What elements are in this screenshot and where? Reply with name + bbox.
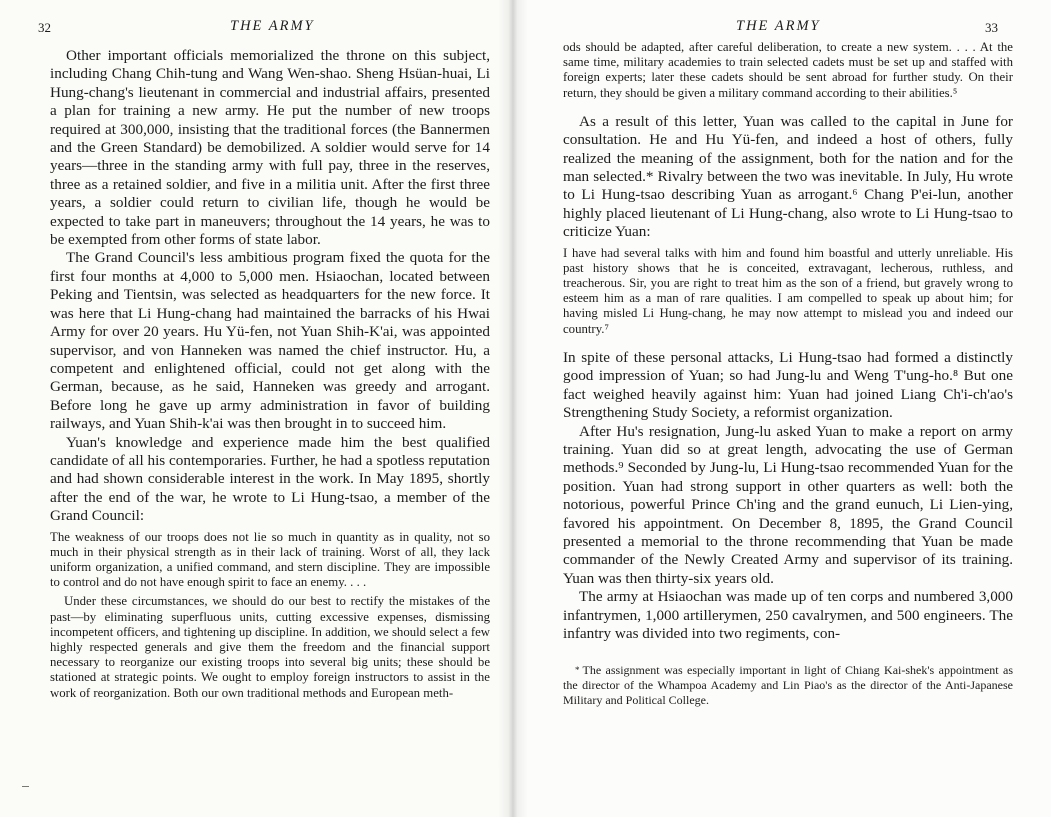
right-paragraph-1: As a result of this letter, Yuan was called to the capital in June for consultation. He and Hu Yü-fen, and indeed a host of others, fully realized the meaning of the assignment, both for the nation and for the man selected.* Rivalry between the two was inevitable. In July, Hu wrote to Li Hung-tsao describing Yuan as arrogant.⁶ Chang P'ei-lun, another highly placed lieutenant of Li Hung-chang, also wrote to Li Hung-tsao to criticize Yuan: xyxy=(563,112,1013,241)
right-page-number: 33 xyxy=(985,20,998,35)
left-page xyxy=(0,0,511,817)
page-mark xyxy=(22,786,29,787)
footnote-marker: * xyxy=(575,665,580,676)
right-paragraph-4: The army at Hsiaochan was made up of ten corps and numbered 3,000 infantrymen, 1,000 artillerymen, 250 cavalrymen, and 500 engineers. The infantry was divided into two regiments, con- xyxy=(563,588,1013,642)
left-extract-2: Under these circumstances, we should do our best to rectify the mistakes of the past—by eliminating superfluous units, cutting excessive expenses, dismissing incompetent officers, and tightening up discipline. In addition, we should select a few highly respected generals and give them the freedom and the financial support necessary to reorganize our existing troops into several big units; these should be stationed at strategic points. We ought to employ foreign instructors to assist in the work of reorganization. Both our own traditional methods and European meth- xyxy=(50,594,490,700)
right-paragraph-3: After Hu's resignation, Jung-lu asked Yuan to make a report on army training. Yuan did so at great length, advocating the use of German methods.⁹ Seconded by Jung-lu, Li Hung-tsao recommended Yuan for the position. Yuan had strong support in other quarters as well: both the notorious, powerful Prince Ch'ing and the grand eunuch, Li Lien-ying, favored his appointment. On December 8, 1895, the Grand Council presented a memorial to the throne recommending that Yuan be made commander of the Newly Created Army and supervisor of its training. Yuan was then thirty-six years old. xyxy=(563,422,1013,587)
right-page xyxy=(511,0,1051,817)
right-paragraph-2: In spite of these personal attacks, Li Hung-tsao had formed a distinctly good impression of Yuan; so had Jung-lu and Weng T'ung-ho.⁸ But one fact weighed heavily against him: Yuan had joined Liang Ch'i-ch'ao's Strengthening Study Society, a reformist organization. xyxy=(563,348,1013,422)
left-paragraph-1: Other important officials memorialized the throne on this subject, including Chang Chih-tung and Wang Wen-shao. Sheng Hsüan-huai, Li Hung-chang's lieutenant in commercial and industrial affairs, presented a plan for training a new army. He put the number of new troops required at 300,000, insisting that the traditional forces (the Bannermen and the Green Standard) be demobilized. A soldier would serve for 14 years—three in the standing army with full pay, three in the reserves, three as a retained soldier, and five in a militia unit. After the first three years, a soldier could return to civilian life, though he would be expected to take part in maneuvers; throughout the 14 years, he was to be exempted from other forms of state labor. xyxy=(50,47,490,249)
right-page-text xyxy=(563,40,1013,707)
left-page-number: 32 xyxy=(38,20,51,35)
footnote xyxy=(563,663,1013,707)
right-extract-continued: ods should be adapted, after careful deliberation, to create a new system. . . . At the same time, military academies to train selected cadets must be set up and staffed with foreign experts; later these cadets should be sent abroad for further study. On their return, they should be given a military command according to their abilities.⁵ xyxy=(563,40,1013,100)
left-running-head: THE ARMY xyxy=(230,18,315,34)
left-paragraph-2: The Grand Council's less ambitious program fixed the quota for the first four months at 4,000 to 5,000 men. Hsiaochan, located between Peking and Tientsin, was selected as headquarters for the new force. It was here that Li Hung-chang had maintained the barracks of his Hwai Army for over 20 years. Hu Yü-fen, not Yuan Shih-K'ai, was appointed supervisor, and von Hanneken was named the chief instructor. Hu, a competent and enlightened official, could not get along with the German, because, as he said, Hanneken was greedy and arrogant. Before long he gave up army administration in favor of building railways, and Yuan Shih-k'ai was then brought in to succeed him. xyxy=(50,249,490,433)
footnote-text: The assignment was especially important in light of Chiang Kai-shek's appointment as the director of the Whampoa Academy and Lin Piao's as the director of the Anti-Japanese Military and Political College. xyxy=(563,663,1013,707)
left-page-text xyxy=(50,47,490,705)
right-running-head: THE ARMY xyxy=(736,18,821,34)
left-paragraph-3: Yuan's knowledge and experience made him the best qualified candidate of all his contemporaries. Further, he had a spotless reputation and had shown considerable interest in the work. In May 1895, shortly after the end of the war, he wrote to Li Hung-tsao, a member of the Grand Council: xyxy=(50,433,490,525)
right-extract-2: I have had several talks with him and found him boastful and utterly unreliable. His past history shows that he is conceited, extravagant, lecherous, ruthless, and treacherous. Sir, you are right to treat him as the son of a friend, but gravely wrong to esteem him as a man of rare qualities. I am compelled to speak up about him; for having misled Li Hung-chang, he may now attempt to mislead you and indeed our country.⁷ xyxy=(563,245,1013,336)
left-extract-1: The weakness of our troops does not lie so much in quantity as in quality, not so much in their physical strength as in their lack of training. Worst of all, they lack uniform organization, a unified command, and stern discipline. They are impossible to control and do not have enough spirit to face an enemy. . . . xyxy=(50,529,490,590)
book-gutter xyxy=(498,0,528,817)
